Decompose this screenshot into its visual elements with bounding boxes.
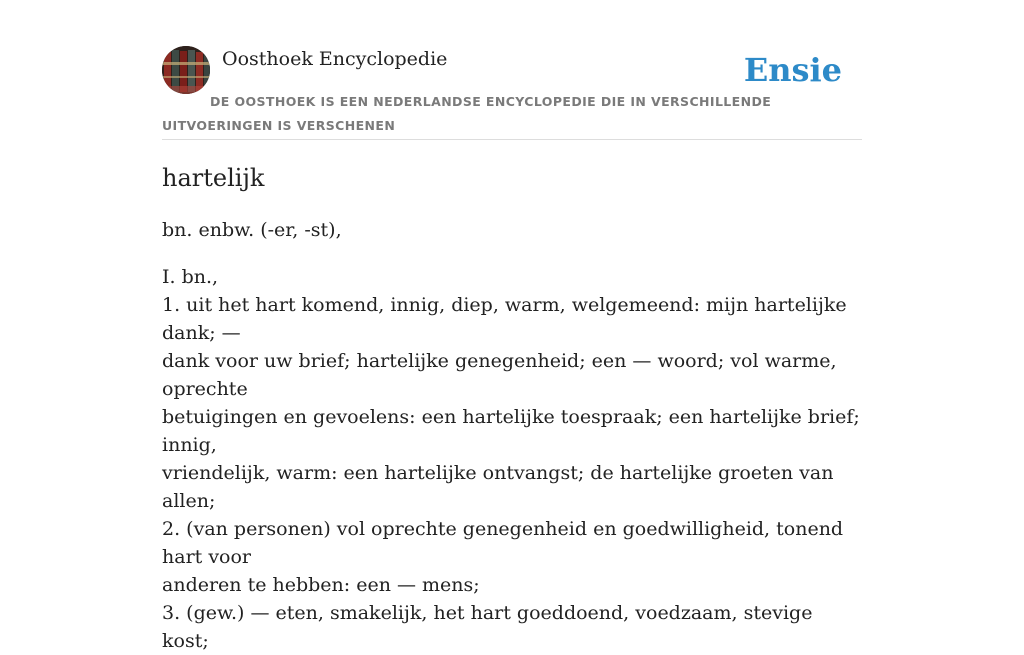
entry-term: hartelijk <box>162 164 265 192</box>
grammar-info: bn. enbw. (-er, -st), <box>162 219 342 241</box>
source-tagline: DE OOSTHOEK IS EEN NEDERLANDSE ENCYCLOPEDIE DIE IN VERSCHILLENDE UITVOERINGEN IS VERSCHENEN <box>162 94 772 133</box>
definition-line: betuigingen en gevoelens: een hartelijke toespraak; een hartelijke brief; innig, <box>162 406 860 456</box>
definition-line: 1. uit het hart komend, innig, diep, warm, welgemeend: mijn hartelijke dank; — <box>162 294 847 344</box>
ensie-logo-link[interactable]: Ensie <box>743 51 842 89</box>
definition-line: 2. (van personen) vol oprechte genegenheid en goedwilligheid, tonend hart voor <box>162 518 844 568</box>
definition-line: 3. (gew.) — eten, smakelijk, het hart goeddoend, voedzaam, stevige kost; <box>162 602 813 652</box>
definition-line: anderen te hebben: een — mens; <box>162 574 480 596</box>
definition-line: vriendelijk, warm: een hartelijke ontvangst; de hartelijke groeten van allen; <box>162 462 834 512</box>
header-divider <box>162 139 862 140</box>
definition-line: dank voor uw brief; hartelijke genegenheid; een — woord; vol warme, oprechte <box>162 350 837 400</box>
site-header <box>162 46 862 140</box>
definitions <box>162 263 862 655</box>
encyclopedia-books-icon[interactable] <box>162 46 210 94</box>
definition-line: I. bn., <box>162 266 219 288</box>
source-title[interactable]: Oosthoek Encyclopedie <box>222 48 448 70</box>
